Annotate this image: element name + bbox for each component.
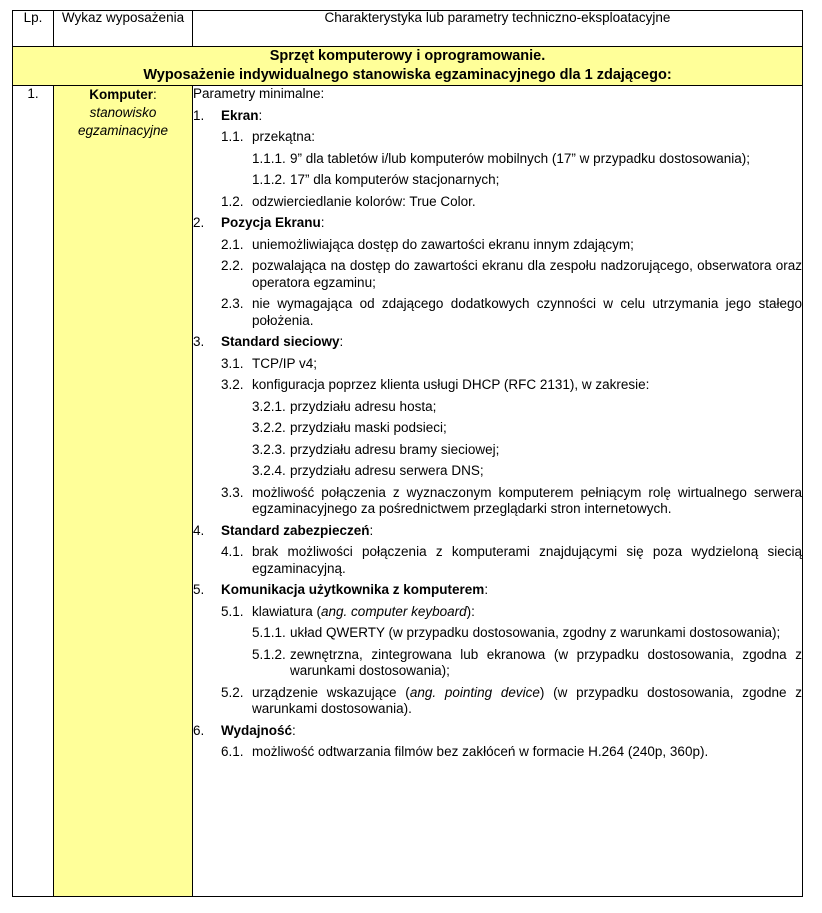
list-item: 5.1. klawiatura (ang. computer keyboard): [221, 603, 475, 619]
list-item: 3.2.2. przydziału maski podsieci; [252, 420, 447, 435]
header-row [13, 11, 803, 47]
section-line-1: Sprzęt komputerowy i oprogramowanie. [269, 48, 546, 64]
list-item: 1.1. przekątna: [221, 129, 316, 144]
list-item: 3.1. TCP/IP v4; [221, 355, 318, 371]
list-item: 4.1. brak możliwości połączenia z komputerami znajdującymi się poza wydzieloną siecią egzaminacyjną. [221, 544, 802, 576]
table-row [13, 86, 803, 897]
item-subtitle: stanowisko egzaminacyjne [77, 105, 169, 138]
list-item: 1.1.1. 9” dla tabletów i/lub komputerów mobilnych (17” w przypadku dostosowania); [252, 150, 750, 166]
row-lp: 1. [13, 86, 54, 897]
list-item: 5. Komunikacja użytkownika z komputerem: [193, 582, 489, 597]
list-item: 1. Ekran: [193, 107, 263, 123]
list-item: 3.2.1. przydziału adresu hosta; [252, 398, 437, 414]
section-line-2: Wyposażenie indywidualnego stanowiska egzaminacyjnego dla 1 zdającego: [143, 67, 672, 83]
list-item: 1.2. odzwierciedlanie kolorów: True Color. [221, 193, 476, 209]
section-title [13, 47, 803, 86]
section-row [13, 47, 803, 86]
list-item: 3. Standard sieciowy: [193, 334, 344, 349]
list-item: 5.1.2. zewnętrzna, zintegrowana lub ekranowa (w przypadku dostosowania, zgodna z warunkami dostosowania); [252, 646, 802, 678]
list-item: 2.1. uniemożliwiająca dostęp do zawartości ekranu innym zdającym; [221, 236, 634, 252]
list-item: 3.2.4. przydziału adresu serwera DNS; [252, 463, 484, 478]
row-item [54, 86, 193, 897]
intro-text: Parametry minimalne: [193, 86, 325, 101]
header-lp: Lp. [13, 11, 54, 47]
equipment-spec-table [12, 10, 803, 897]
list-item: 3.3. możliwość połączenia z wyznaczonym komputerem pełniącym rolę wirtualnego serwera egzaminacyjnego za pośrednictwem przeglądarki stron internetowych. [221, 484, 802, 516]
header-wykaz: Wykaz wyposażenia [54, 11, 193, 47]
list-item: 3.2.3. przydziału adresu bramy sieciowej; [252, 441, 500, 457]
list-item: 3.2. konfiguracja poprzez klienta usługi DHCP (RFC 2131), w zakresie: [221, 377, 650, 392]
list-item: 6. Wydajność: [193, 722, 296, 738]
item-colon: : [152, 87, 157, 102]
list-item: 2. Pozycja Ekranu: [193, 215, 325, 230]
row-parameters [193, 86, 803, 897]
item-name: Komputer [89, 87, 153, 102]
list-item: 2.3. nie wymagająca od zdającego dodatkowych czynności w celu utrzymania jego stałego położenia. [221, 296, 802, 328]
header-charakterystyka: Charakterystyka lub parametry techniczno-eksploatacyjne [193, 11, 803, 47]
list-item: 5.2. urządzenie wskazujące (ang. pointing device) (w przypadku dostosowania, zgodne z warunkami dostosowania). [221, 684, 802, 716]
list-item: 4. Standard zabezpieczeń: [193, 522, 374, 538]
list-item: 6.1. możliwość odtwarzania filmów bez zakłóceń w formacie H.264 (240p, 360p). [221, 744, 709, 759]
list-item: 1.1.2. 17” dla komputerów stacjonarnych; [252, 172, 500, 187]
list-item: 2.2. pozwalająca na dostęp do zawartości ekranu dla zespołu nadzorującego, obserwatora oraz operatora egzaminu; [221, 258, 802, 290]
list-item: 5.1.1. układ QWERTY (w przypadku dostosowania, zgodny z warunkami dostosowania); [252, 625, 781, 640]
